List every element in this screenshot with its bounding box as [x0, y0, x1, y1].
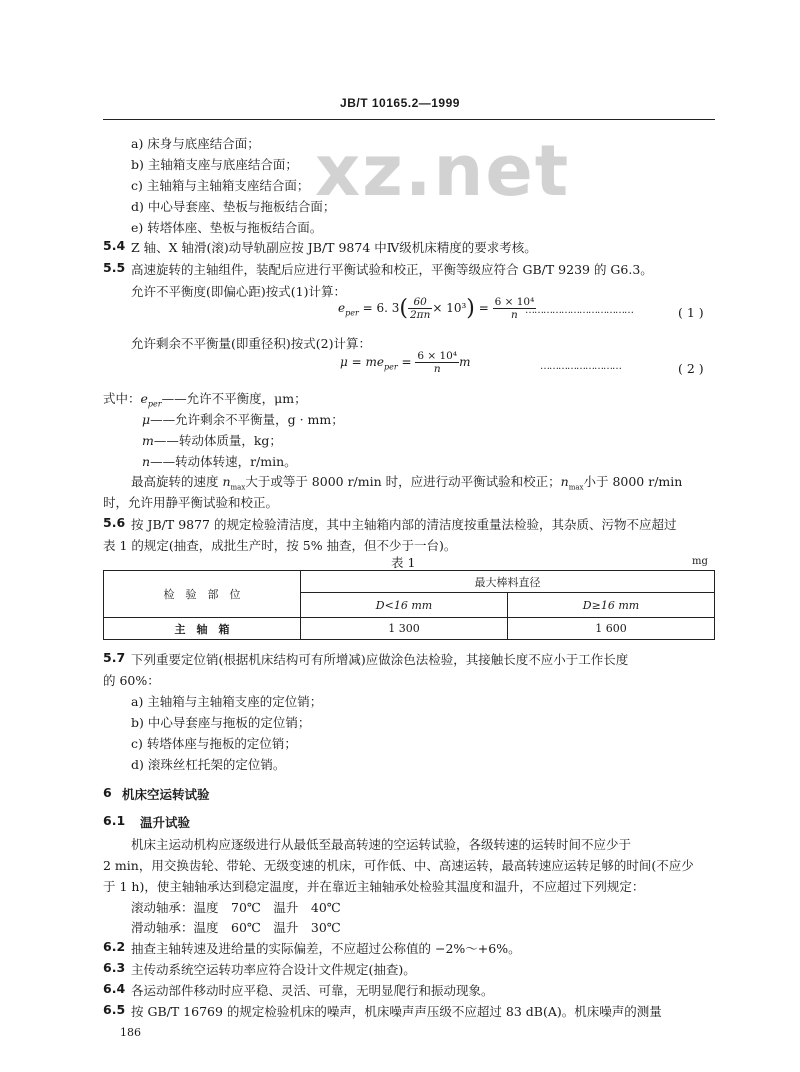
leader-dots: ………………………………	[525, 305, 633, 316]
paragraph: 按 JB/T 9877 的规定检验清洁度，其中主轴箱内部的清洁度按重量法检验，其杂质、污物不应超过	[131, 517, 677, 532]
formula-lhs: e	[338, 301, 346, 315]
spec-line: 滑动轴承：温度 60℃ 温升 30℃	[131, 920, 341, 935]
table-1	[103, 570, 715, 640]
table-cell: 1 600	[508, 618, 715, 640]
equation-number: ( 2 )	[678, 361, 704, 376]
list-item: b) 主轴箱支座与底座结合面；	[131, 157, 298, 172]
equation-number: ( 1 )	[678, 305, 704, 320]
formula-2: $\mu = me_{per}$ = $\frac{\text{6 × 10⁴}}{n}$ m	[340, 350, 471, 375]
page-header: JB/T 10165.2—1999	[340, 96, 460, 110]
paragraph: Z 轴、X 轴滑(滚)动导轨副应按 JB/T 9874 中Ⅳ级机床精度的要求考核。	[131, 240, 537, 255]
where-line: 式中：$e_{per}——$允许不平衡度，μm；	[103, 391, 307, 409]
table-header: 最大棒料直径	[301, 571, 715, 593]
table-unit: mg	[692, 556, 708, 567]
table-header: 检 验 部 位	[104, 571, 301, 618]
section-number: 6.2	[103, 939, 126, 954]
watermark: xz.net	[315, 130, 571, 212]
section-number: 5.5	[103, 260, 126, 275]
list-item: a) 床身与底座结合面；	[131, 136, 260, 151]
leader-dots: ………………………	[540, 361, 621, 372]
section-number: 6.4	[103, 981, 126, 996]
list-item: c) 主轴箱与主轴箱支座结合面；	[131, 178, 310, 193]
paragraph: 表 1 的规定(抽查，成批生产时，按 5% 抽查，但不少于一台)。	[103, 538, 457, 553]
page-number: 186	[120, 1026, 141, 1039]
paragraph: 高速旋转的主轴组件，装配后应进行平衡试验和校正，平衡等级应符合 GB/T 9239 的 G6.3。	[131, 262, 653, 277]
section-number: 6.1	[103, 813, 126, 828]
table-caption: 表 1	[391, 555, 416, 570]
table-cell: 主 轴 箱	[104, 618, 301, 640]
paragraph: 的 60%：	[103, 673, 160, 688]
paragraph: 各运动部件移动时应平稳、灵活、可靠，无明显爬行和振动现象。	[131, 983, 494, 998]
list-item: a) 主轴箱与主轴箱支座的定位销；	[131, 694, 323, 709]
section-number: 5.7	[103, 650, 126, 665]
section-number: 5.6	[103, 515, 126, 530]
formula-sub: per	[345, 308, 359, 318]
section-number: 6	[103, 785, 112, 800]
list-item: e) 转塔体座、垫板与拖板结合面。	[131, 220, 323, 235]
section-number: 6.5	[103, 1002, 126, 1017]
paragraph: 主传动系统空运转功率应符合设计文件规定(抽查)。	[131, 962, 416, 977]
paragraph: 最高旋转的速度 $n_{max}$大于或等于 8000 r/min 时，应进行动平衡试验和校正；$n_{max}$小于 8000 r/min	[131, 474, 683, 492]
where-line: m——转动体质量，kg；	[142, 433, 282, 448]
section-title: 机床空运转试验	[122, 787, 210, 802]
paragraph: 机床主运动机构应逐级进行从最低至最高转速的空运转试验，各级转速的运转时间不应少于	[131, 837, 632, 852]
header-rule	[103, 119, 715, 120]
paragraph: 2 min，用交换齿轮、带轮、无级变速的机床，可作低、中、高速运转，最高转速应运转足够的时间(不应少	[103, 858, 694, 873]
list-item: d) 滚珠丝杠托架的定位销。	[131, 757, 286, 772]
table-header: D≥16 mm	[508, 593, 715, 618]
table-cell: 1 300	[301, 618, 508, 640]
list-item: d) 中心导套座、垫板与拖板结合面；	[131, 199, 336, 214]
section-number: 5.4	[103, 238, 126, 253]
paragraph: 抽查主轴转速及进给量的实际偏差，不应超过公称值的 −2%～+6%。	[131, 941, 521, 956]
paragraph: 于 1 h)，使主轴轴承达到稳定温度，并在靠近主轴轴承处检验其温度和温升，不应超过下列规定：	[103, 879, 645, 894]
formula-1: $e_{per} = 6$. 3( $\frac{60}{2\pi n}$ × 10³) = $\frac{\text{6 × 10⁴}}{n}$	[338, 296, 535, 321]
spec-line: 滚动轴承：温度 70℃ 温升 40℃	[131, 900, 341, 915]
paragraph: 允许不平衡度(即偏心距)按式(1)计算：	[131, 284, 346, 299]
section-number: 6.3	[103, 960, 126, 975]
section-title: 温升试验	[140, 815, 191, 830]
list-item: c) 转塔体座与拖板的定位销；	[131, 736, 297, 751]
where-line: n——转动体转速，r/min。	[142, 454, 297, 469]
list-item: b) 中心导套座与拖板的定位销；	[131, 715, 311, 730]
paragraph: 时，允许用静平衡试验和校正。	[103, 495, 279, 510]
paragraph: 允许剩余不平衡量(即重径积)按式(2)计算：	[131, 336, 371, 351]
paragraph: 按 GB/T 16769 的规定检验机床的噪声，机床噪声声压级不应超过 83 dB(A)。机床噪声的测量	[131, 1004, 662, 1019]
paragraph: 下列重要定位销(根据机床结构可有所增减)应做涂色法检验，其接触长度不应小于工作长度	[131, 652, 629, 667]
table-header: D<16 mm	[301, 593, 508, 618]
where-line: μ——允许剩余不平衡量，g · mm；	[142, 412, 344, 427]
